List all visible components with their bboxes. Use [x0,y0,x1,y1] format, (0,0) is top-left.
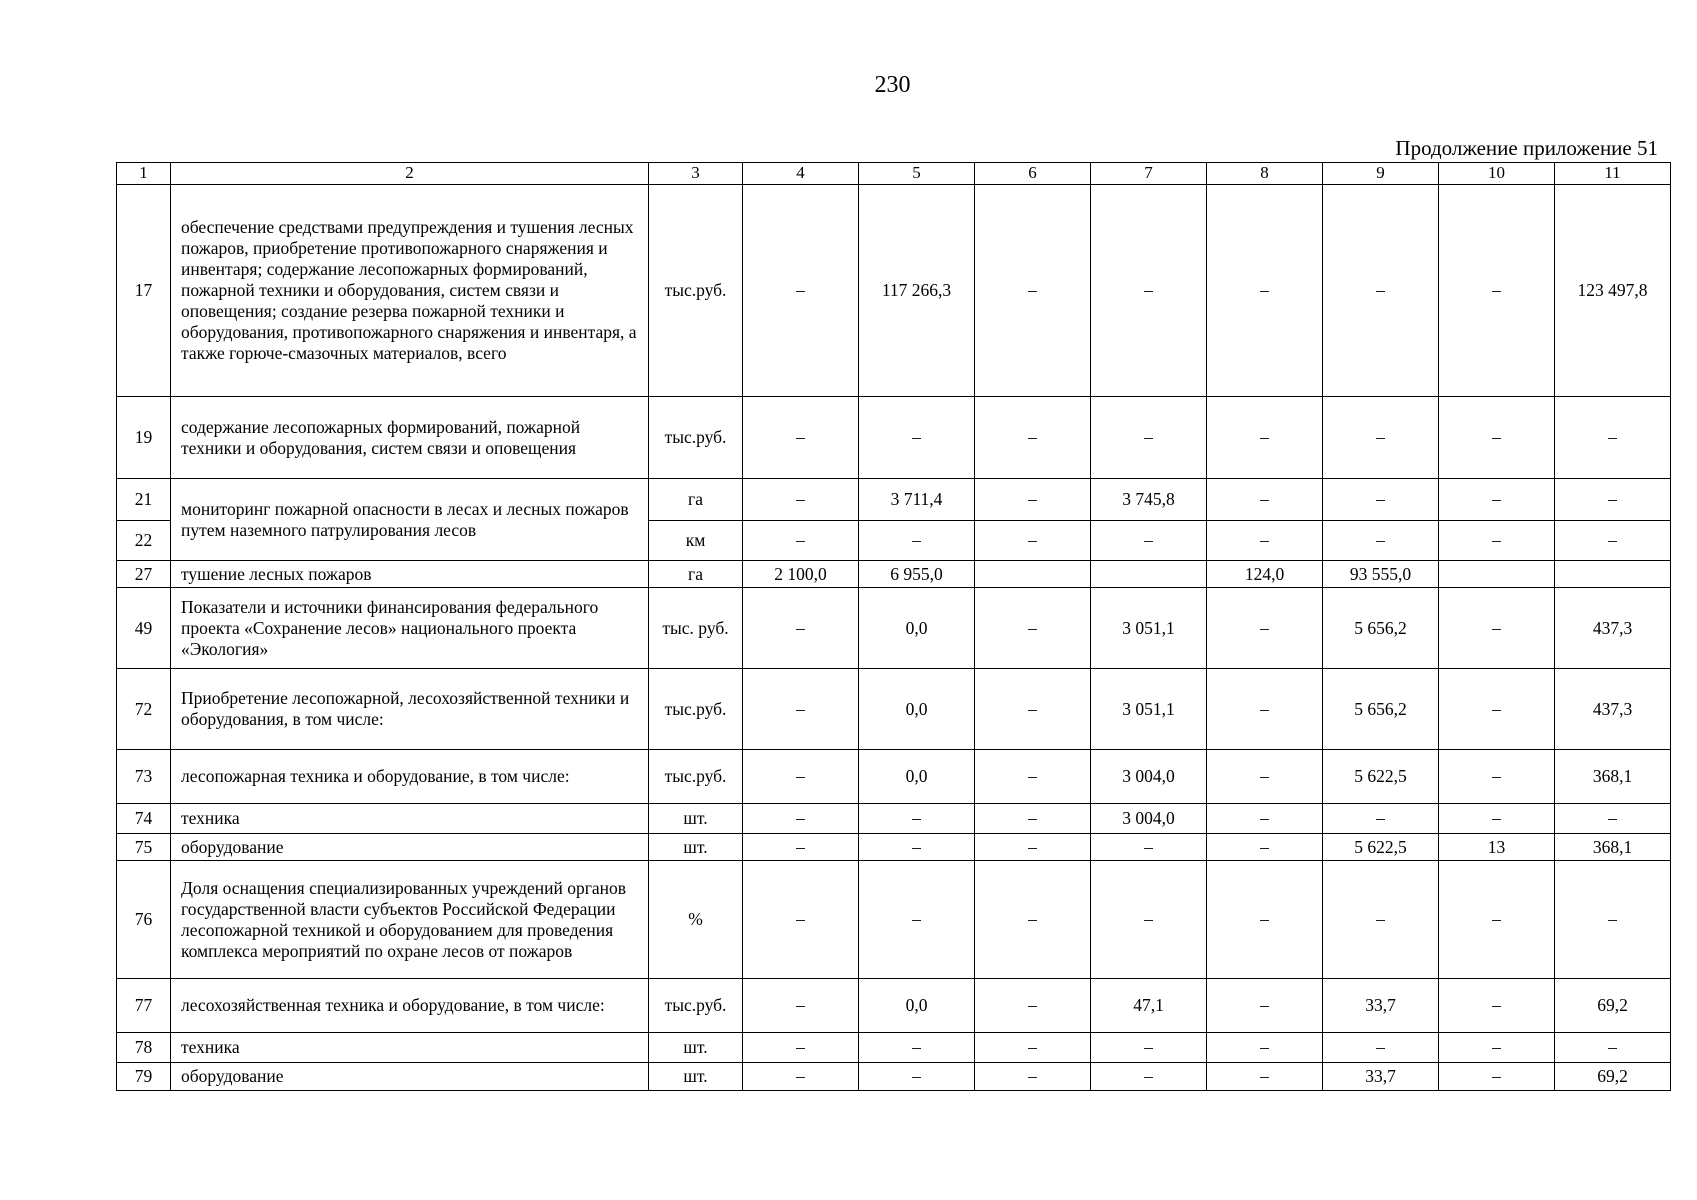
value-cell: – [743,669,859,750]
value-cell: – [975,834,1091,861]
row-number: 49 [117,588,171,669]
value-cell: – [1207,521,1323,561]
value-cell [1555,561,1671,588]
value-cell: 69,2 [1555,1063,1671,1091]
table-row [117,588,1671,669]
value-cell: – [1439,861,1555,979]
value-cell: – [1091,185,1207,397]
value-cell: – [859,1033,975,1063]
value-cell: – [743,588,859,669]
row-number: 72 [117,669,171,750]
row-description: лесохозяйственная техника и оборудование, в том числе: [171,979,649,1033]
value-cell: 0,0 [859,588,975,669]
value-cell: – [1207,479,1323,521]
value-cell: – [1207,979,1323,1033]
table-row [117,479,1671,521]
value-cell: 0,0 [859,750,975,804]
row-description: Доля оснащения специализированных учреждений органов государственной власти субъектов Российской Федерации лесопожарной техникой и оборудованием для проведения комплекса мероприятий по охране лесов от пожаров [171,861,649,979]
value-cell: 69,2 [1555,979,1671,1033]
value-cell: – [743,1033,859,1063]
value-cell: – [975,1063,1091,1091]
row-description: лесопожарная техника и оборудование, в том числе: [171,750,649,804]
value-cell: – [859,1063,975,1091]
value-cell: – [1555,1033,1671,1063]
value-cell [1439,561,1555,588]
value-cell: – [1439,521,1555,561]
value-cell: – [1207,1033,1323,1063]
value-cell: – [1439,397,1555,479]
row-number: 17 [117,185,171,397]
value-cell: 3 745,8 [1091,479,1207,521]
value-cell: – [1323,804,1439,834]
value-cell: – [1091,861,1207,979]
row-description: Показатели и источники финансирования федерального проекта «Сохранение лесов» национального проекта «Экология» [171,588,649,669]
value-cell: 3 004,0 [1091,804,1207,834]
value-cell: 5 622,5 [1323,750,1439,804]
value-cell: – [975,397,1091,479]
value-cell: 368,1 [1555,834,1671,861]
value-cell: 368,1 [1555,750,1671,804]
value-cell: – [975,1033,1091,1063]
value-cell: 33,7 [1323,1063,1439,1091]
value-cell: – [1323,479,1439,521]
value-cell: – [1091,521,1207,561]
value-cell: – [975,861,1091,979]
table-row [117,1033,1671,1063]
value-cell: – [743,804,859,834]
header-cell: 10 [1439,163,1555,185]
value-cell: – [1439,669,1555,750]
value-cell: – [1439,979,1555,1033]
value-cell: 5 656,2 [1323,588,1439,669]
value-cell: – [1555,521,1671,561]
value-cell: – [1207,804,1323,834]
header-cell: 5 [859,163,975,185]
row-unit: тыс.руб. [649,185,743,397]
row-unit: шт. [649,834,743,861]
header-cell: 2 [171,163,649,185]
value-cell: – [975,804,1091,834]
value-cell: – [859,804,975,834]
row-description: обеспечение средствами предупреждения и тушения лесных пожаров, приобретение противопожарного снаряжения и инвентаря; содержание лесопожарных формирований, пожарной техники и оборудования, систем связи и оповещения; создание резерва пожарной техники и оборудования, противопожарного снаряжения и инвентаря, а также горюче-смазочных материалов, всего [171,185,649,397]
row-unit: шт. [649,804,743,834]
header-cell: 7 [1091,163,1207,185]
value-cell: 3 711,4 [859,479,975,521]
value-cell: – [1323,1033,1439,1063]
row-unit: км [649,521,743,561]
value-cell: – [1555,861,1671,979]
value-cell: 437,3 [1555,669,1671,750]
value-cell: 93 555,0 [1323,561,1439,588]
value-cell: 437,3 [1555,588,1671,669]
table-row [117,669,1671,750]
value-cell: – [1323,521,1439,561]
value-cell: 3 051,1 [1091,669,1207,750]
value-cell: – [1439,804,1555,834]
header-cell: 11 [1555,163,1671,185]
value-cell [975,561,1091,588]
row-unit: га [649,479,743,521]
value-cell: – [743,979,859,1033]
table-row [117,979,1671,1033]
value-cell: – [1207,588,1323,669]
value-cell: 47,1 [1091,979,1207,1033]
row-unit: шт. [649,1033,743,1063]
continuation-label: Продолжение приложение 51 [1395,136,1658,160]
row-number: 19 [117,397,171,479]
value-cell: – [1091,1063,1207,1091]
row-number: 73 [117,750,171,804]
row-description: оборудование [171,1063,649,1091]
row-unit: тыс.руб. [649,669,743,750]
value-cell: – [1323,861,1439,979]
table-row [117,861,1671,979]
value-cell: 117 266,3 [859,185,975,397]
value-cell: – [1555,397,1671,479]
row-unit: тыс.руб. [649,979,743,1033]
value-cell: – [1207,750,1323,804]
row-unit: тыс. руб. [649,588,743,669]
value-cell: – [1555,804,1671,834]
value-cell: – [1439,479,1555,521]
row-number: 21 [117,479,171,521]
row-number: 78 [117,1033,171,1063]
header-cell: 1 [117,163,171,185]
row-number: 75 [117,834,171,861]
table-row [117,804,1671,834]
value-cell: – [743,397,859,479]
header-row [117,163,1671,185]
row-number: 22 [117,521,171,561]
value-cell: – [1439,750,1555,804]
value-cell: 124,0 [1207,561,1323,588]
value-cell: – [1439,1033,1555,1063]
value-cell: – [1323,185,1439,397]
table-row [117,561,1671,588]
value-cell: – [743,185,859,397]
value-cell: – [1207,861,1323,979]
table-row [117,1063,1671,1091]
row-unit: тыс.руб. [649,397,743,479]
value-cell: – [975,479,1091,521]
row-number: 77 [117,979,171,1033]
value-cell: – [1323,397,1439,479]
value-cell: 3 004,0 [1091,750,1207,804]
value-cell: 0,0 [859,979,975,1033]
header-cell: 6 [975,163,1091,185]
value-cell: – [1091,1033,1207,1063]
value-cell: – [1439,1063,1555,1091]
value-cell: – [743,521,859,561]
row-description: содержание лесопожарных формирований, пожарной техники и оборудования, систем связи и оповещения [171,397,649,479]
value-cell [1091,561,1207,588]
row-description: мониторинг пожарной опасности в лесах и лесных пожаров путем наземного патрулирования лесов [171,479,649,561]
row-description: тушение лесных пожаров [171,561,649,588]
header-cell: 9 [1323,163,1439,185]
value-cell: 33,7 [1323,979,1439,1033]
row-number: 76 [117,861,171,979]
value-cell: 123 497,8 [1555,185,1671,397]
value-cell: – [1207,669,1323,750]
appendix-table [116,162,1671,1091]
value-cell: – [1439,185,1555,397]
value-cell: 5 622,5 [1323,834,1439,861]
row-description: техника [171,1033,649,1063]
header-cell: 4 [743,163,859,185]
row-description: оборудование [171,834,649,861]
value-cell: – [1207,185,1323,397]
value-cell: 0,0 [859,669,975,750]
row-unit: шт. [649,1063,743,1091]
value-cell: – [859,397,975,479]
value-cell: – [859,521,975,561]
value-cell: – [743,479,859,521]
row-description: техника [171,804,649,834]
value-cell: – [1207,397,1323,479]
table-row [117,750,1671,804]
value-cell: – [975,669,1091,750]
value-cell: – [743,861,859,979]
value-cell: – [1207,1063,1323,1091]
table-row [117,397,1671,479]
value-cell: – [859,834,975,861]
table-row [117,834,1671,861]
row-unit: тыс.руб. [649,750,743,804]
row-unit: га [649,561,743,588]
value-cell: – [1091,834,1207,861]
table-row [117,185,1671,397]
row-unit: % [649,861,743,979]
value-cell: – [743,750,859,804]
value-cell: – [975,185,1091,397]
value-cell: – [975,521,1091,561]
value-cell: – [1555,479,1671,521]
value-cell: – [975,588,1091,669]
value-cell: – [975,750,1091,804]
value-cell: – [743,1063,859,1091]
value-cell: 13 [1439,834,1555,861]
value-cell: – [1091,397,1207,479]
row-number: 79 [117,1063,171,1091]
value-cell: 3 051,1 [1091,588,1207,669]
row-number: 74 [117,804,171,834]
value-cell: – [859,861,975,979]
value-cell: 5 656,2 [1323,669,1439,750]
value-cell: – [1207,834,1323,861]
value-cell: 6 955,0 [859,561,975,588]
page-number: 230 [874,72,911,98]
row-number: 27 [117,561,171,588]
value-cell: 2 100,0 [743,561,859,588]
value-cell: – [975,979,1091,1033]
header-cell: 3 [649,163,743,185]
header-cell: 8 [1207,163,1323,185]
value-cell: – [1439,588,1555,669]
row-description: Приобретение лесопожарной, лесохозяйственной техники и оборудования, в том числе: [171,669,649,750]
value-cell: – [743,834,859,861]
